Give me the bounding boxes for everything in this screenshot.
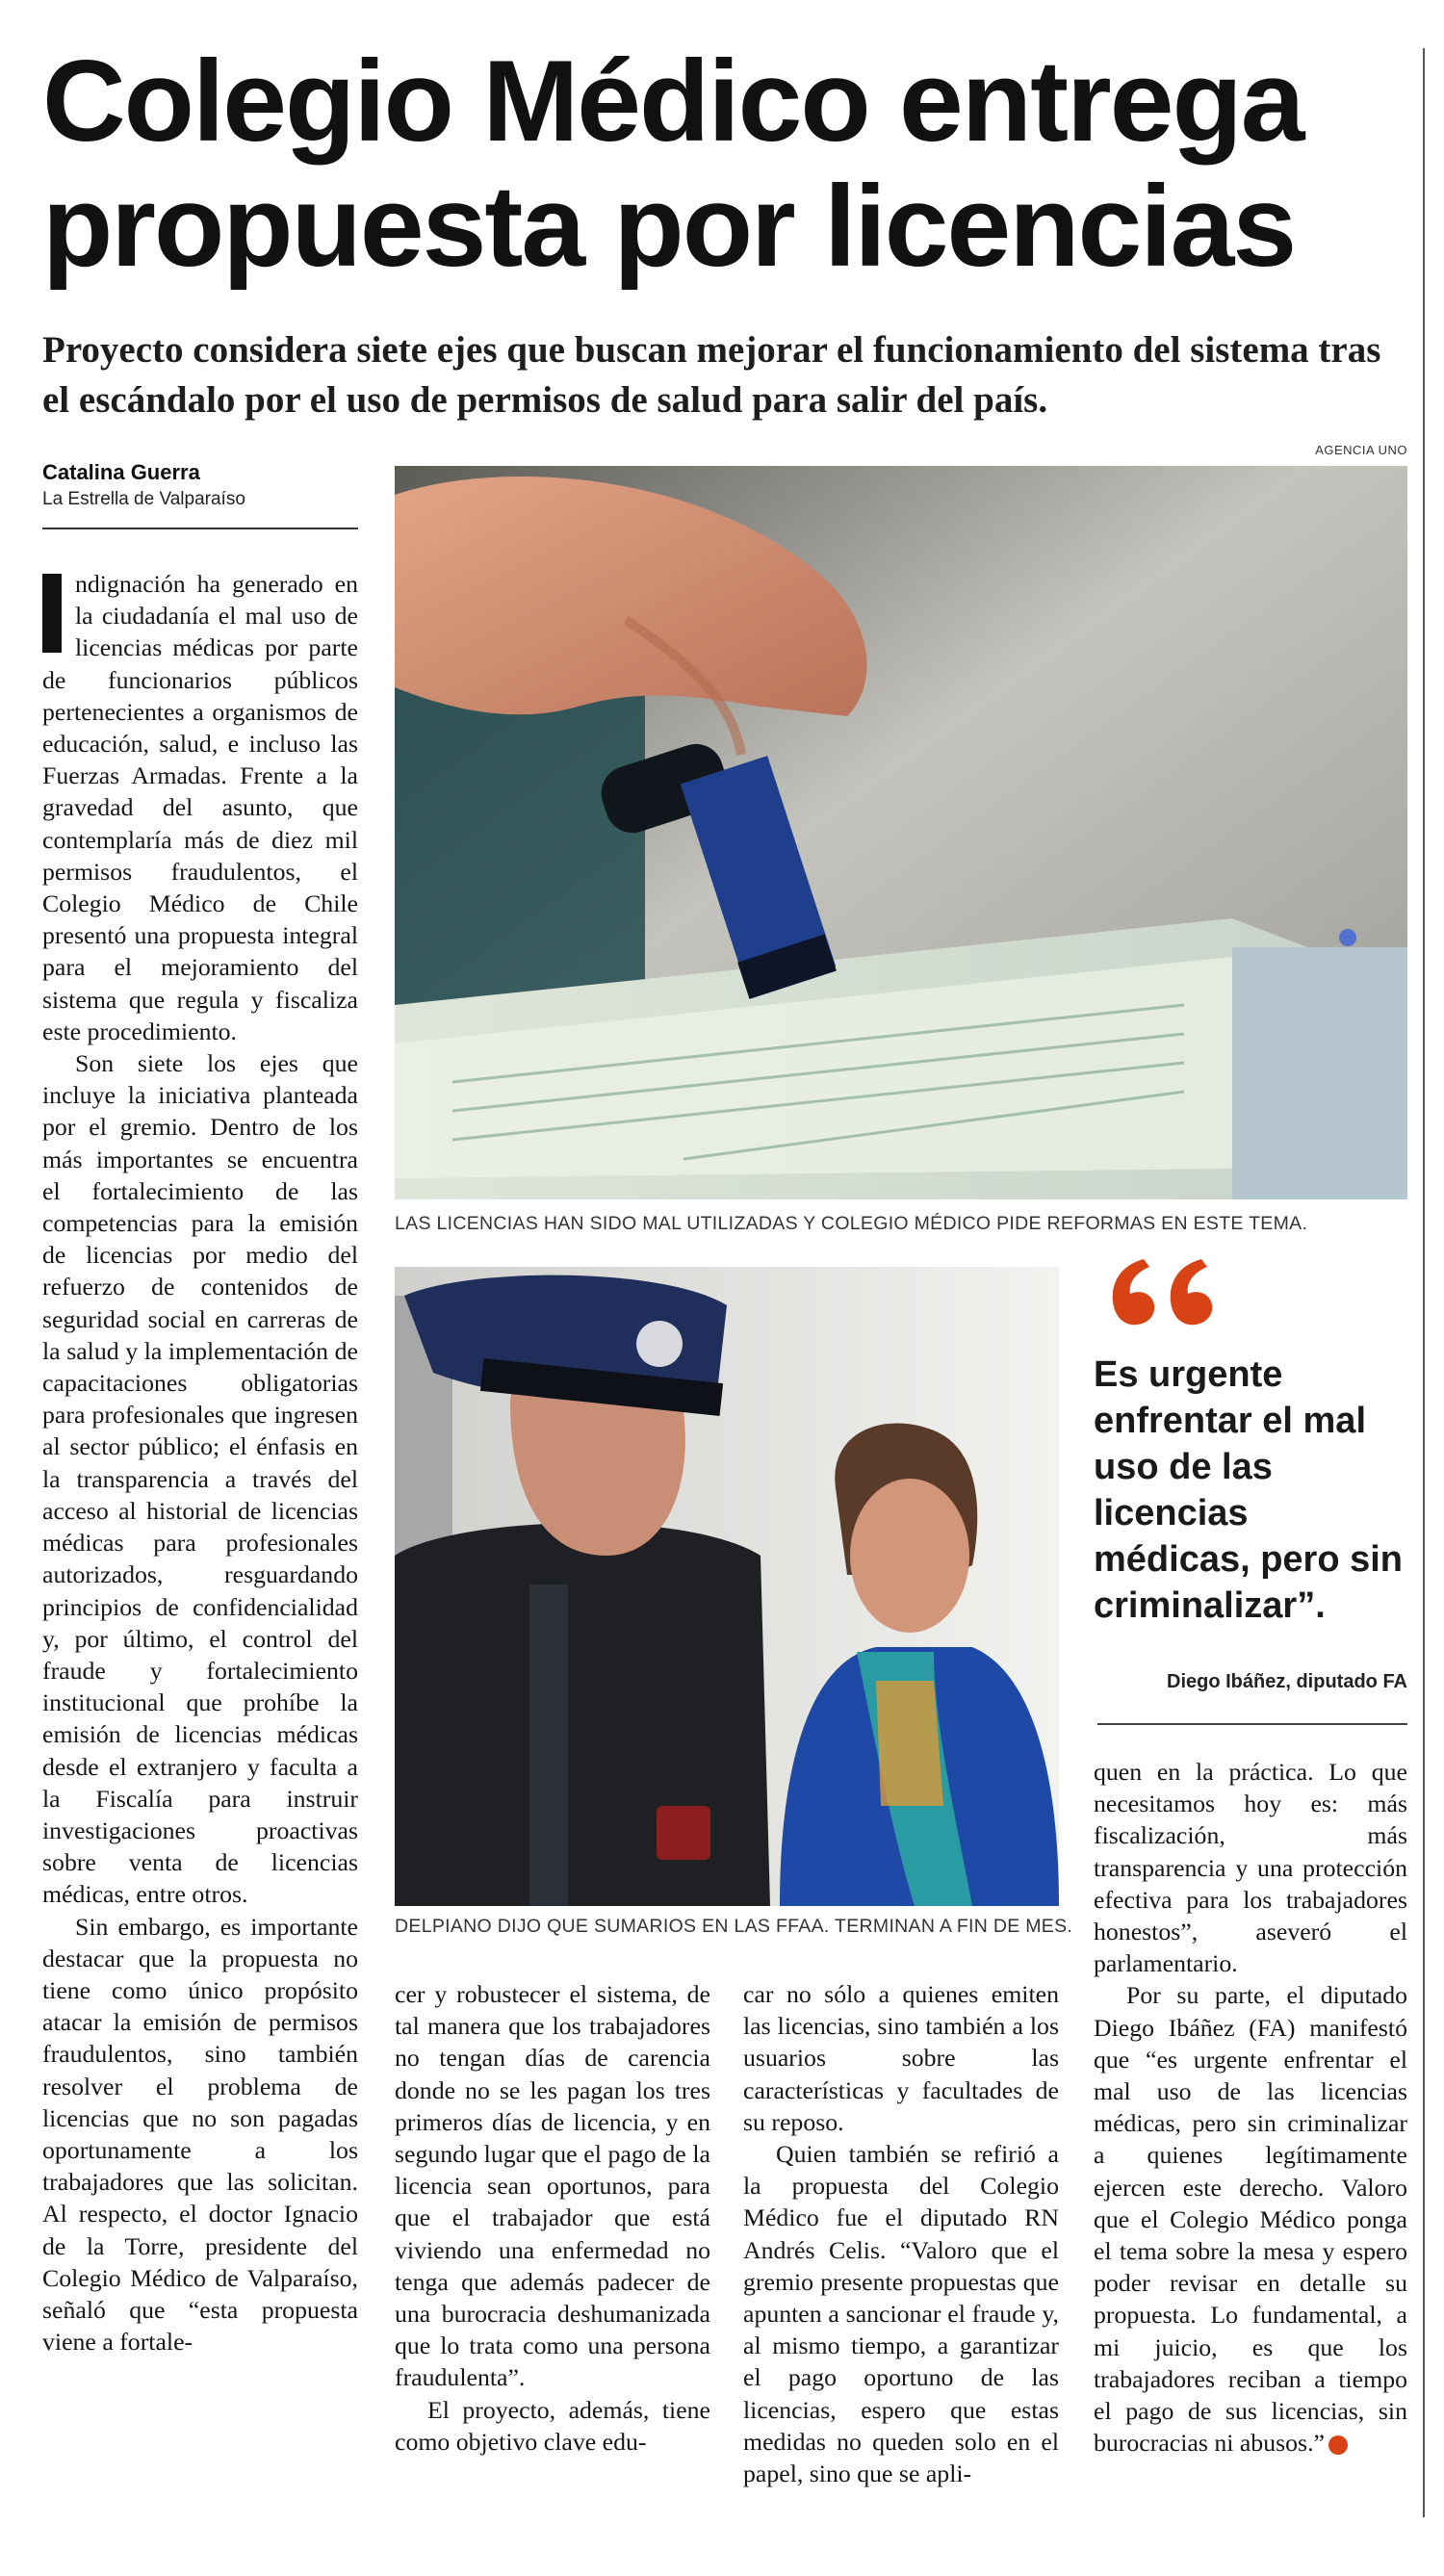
quote-attribution: Diego Ibáñez, diputado FA <box>1167 1671 1407 1692</box>
paragraph <box>1094 1979 1407 2459</box>
byline-divider <box>42 528 358 529</box>
paragraph: cer y robustecer el sistema, de tal manera que los trabajadores no tengan días de carencia donde no se les pagan los tres primeros días de licencia, y en segundo lugar que el pago de la licencia sean oportunos, para que el trabajador que está viviendo una enfermedad no tenga que además padecer de una burocracia deshumanizada que lo trata como una persona fraudulenta”. <box>395 1980 710 2392</box>
paragraph: quen en la práctica. Lo que necesitamos hoy es: más fiscalización, más transparencia y una protección efectiva para los trabajadores honestos”, aseveró el parlamentario. <box>1094 1758 1407 1978</box>
headline: Colegio Médico entrega propuesta por licencias <box>42 37 1303 291</box>
body-column-2 <box>395 1978 710 2458</box>
officials-photo <box>395 1267 1059 1906</box>
body-column-1 <box>42 568 358 2357</box>
body-column-3 <box>743 1978 1059 2489</box>
author-name: Catalina Guerra <box>42 460 200 484</box>
paragraph-text: Por su parte, el diputado Diego Ibáñez (FA) manifestó que “es urgente enfrentar el mal uso de las licencias médicas, pero sin criminalizar a quienes legítimamente ejercen este derecho. Valoro que el Colegio Médico ponga el tema sobre la mesa y espero poder revisar en detalle su propuesta. Lo fundamental, a mi juicio, es que los trabajadores reciban a tiempo el pago de sus licencias, sin burocracias ni abusos.” <box>1094 1981 1407 2458</box>
end-of-article-icon: ✪ <box>1328 2435 1348 2455</box>
page-right-rule <box>1423 48 1425 2517</box>
pull-quote: Es urgente enfrentar el mal uso de las licencias médicas, pero sin criminalizar”. <box>1094 1354 1404 1626</box>
quote-mark-icon <box>1094 1242 1228 1348</box>
quote-divider <box>1097 1723 1407 1725</box>
paragraph: Sin embargo, es importante destacar que la propuesta no tiene como único propósito atacar la emisión de permisos fraudulentos, sino también resolver el problema de licencias que no son pagadas oportunamente a los trabajadores que las solicitan. Al respecto, el doctor Ignacio de la Torre, presidente del Colegio Médico de Valparaíso, señaló que “esta propuesta viene a fortale- <box>42 1912 358 2357</box>
byline <box>42 460 360 510</box>
paragraph-text: ndignación ha generado en la ciudadanía el mal uso de licencias médicas por parte de funcionarios públicos pertenecientes a organismos de educación, salud, e incluso las Fuerzas Armadas. Frente a la gravedad del asunto, que contemplaría más de diez mil permisos fraudulentos, el Colegio Médico de Chile presentó una propuesta integral para el mejoramiento del sistema que regula y fiscaliza este procedimiento. <box>42 570 358 1045</box>
drop-cap-block <box>42 574 62 653</box>
paragraph: car no sólo a quienes emiten las licencias, sino también a los usuarios sobre las características y facultades de su reposo. <box>743 1980 1059 2136</box>
subtitle: Proyecto considera siete ejes que buscan mejorar el funcionamiento del sistema tras el escándalo por el uso de permisos de salud para salir del país. <box>42 329 1381 421</box>
photo-credit: AGENCIA UNO <box>1315 443 1407 457</box>
paragraph: Son siete los ejes que incluye la iniciativa planteada por el gremio. Dentro de los más importantes se encuentra el fortalecimiento de las competencias para la emisión de licencias por medio del refuerzo de contenidos de seguridad social en carreras de la salud y la implementación de capacitaciones obligatorias para profesionales que ingresen al sector público; el énfasis en la transparencia a través del acceso al historial de licencias médicas para profesionales autorizados, resguardando principios de confidencialidad y, por último, el control del fraude y fortalecimiento institucional que prohíbe la emisión de licencias médicas desde el extranjero y faculta a la Fiscalía para instruir investigaciones proactivas sobre venta de licencias médicas, entre otros. <box>42 1049 358 1909</box>
stamp-photo <box>395 466 1407 1199</box>
paragraph: El proyecto, además, tiene como objetivo clave edu- <box>395 2395 710 2456</box>
outlet-name: La Estrella de Valparaíso <box>42 489 245 509</box>
photo2-caption: DELPIANO DIJO QUE SUMARIOS EN LAS FFAA. TERMINAN A FIN DE MES. <box>395 1916 1073 1937</box>
paragraph <box>42 568 358 1047</box>
body-column-4 <box>1094 1756 1407 2459</box>
paragraph: Quien también se refirió a la propuesta del Colegio Médico fue el diputado RN Andrés Celis. “Valoro que el gremio presente propuestas que apunten a sancionar el fraude y, al mismo tiempo, a garantizar el pago oportuno de las licencias, espero que estas medidas no queden solo en el papel, sino que se apli- <box>743 2140 1059 2488</box>
photo1-caption: LAS LICENCIAS HAN SIDO MAL UTILIZADAS Y COLEGIO MÉDICO PIDE REFORMAS EN ESTE TEMA. <box>395 1213 1308 1234</box>
